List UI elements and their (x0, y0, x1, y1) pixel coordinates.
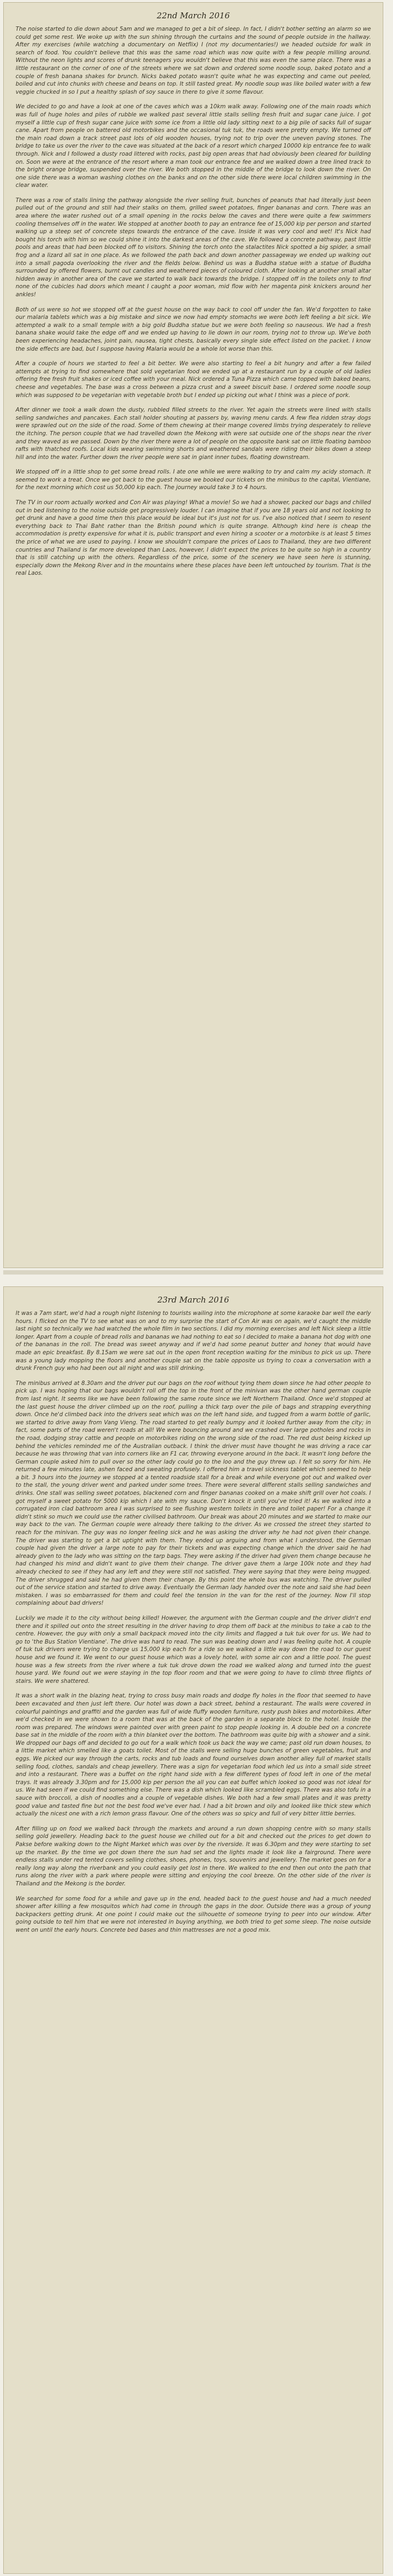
entry-paragraph: After a couple of hours we started to feel a bit better. We were also starting to feel a bit hungry and after a few failed attempts at trying to find somewhere that sold vegetarian food we ended up at a restaurant run by a couple of old ladies offering free fresh fruit shakes or iced coffee with your meal. Nick ordered a Tuna Pizza which came topped with baked beans, cheese and vegetables. The base was a cross between a pizza crust and a sweet biscuit base. I ordered some noodle soup which was supposed to be vegetarian with vegetable broth but I ended up picking out what I think was a piece of pork. (16, 360, 371, 399)
entry-paragraph: After filling up on food we walked back through the markets and around a run down shopping centre with so many stalls selling gold jewellery. Heading back to the guest house we chilled out for a bit and checked out the prices to get down to Pakse before walking down to the Night Market which was over by the riverside. It was 6.30pm and they were starting to set up the market. By the time we got down there the sun had set and the lights made it look like a fairground. There were endless stalls under red tented covers selling clothes, shoes, phones, toys, souvenirs and jewellery. The market goes on for a really long way along the riverbank and you could easily get lost in there. We walked to the end then out onto the path that runs along the river with a park where people were sitting and enjoying the cool breeze. On the other side of the river is Thailand and the Mekong is the border. (16, 1825, 371, 1887)
entry-paragraph: We decided to go and have a look at one of the caves which was a 10km walk away. Following one of the main roads which was full of huge holes and piles of rubble we walked past several little stalls selling fresh fruit and sugar cane juice. I got myself a little cup of fresh sugar cane juice with some ice from a little old lady sitting next to a big pile of sacks full of sugar cane. Apart from people on battered old motorbikes and the occasional tuk tuk, the roads were pretty empty. We turned off the main road down a track street past lots of old wooden houses, trying not to trip over the uneven paving stones. The bridge to take us over the river to the cave was situated at the back of a resort which charged 10000 kip entrance fee to walk through. Nick and I followed a dusty road littered with rocks, past big open areas that had obviously been cleared for building on. Soon we were at the entrance of the resort where a man took our entrance fee and we walked down a tree lined track to the bright orange bridge, suspended over the river. We both stopped in the middle of the bridge to look down the river. On one side there was a woman washing clothes on the banks and on the other side there were local children swimming in the clear water. (16, 103, 371, 189)
entry-paragraph: After dinner we took a walk down the dusty, rubbled filled streets to the river. Yet again the streets were lined with stalls selling sandwiches and pancakes. Each stall holder shouting at passers by, waving menu cards. A few flea ridden stray dogs were sprawled out on the side of the road. Some of them chewing at their mange covered limbs trying desperately to relieve the itching. The person couple that we had travelled down the Mekong with were sat outside one of the shops near the river and they waved as we passed. Down by the river there were a lot of people on the opposite bank sat on little floating bamboo rafts with thatched roofs. Local kids wearing swimming shorts and weathered sandals were riding their bikes down a steep hill and into the water. Further down the river people were sat in giant inner tubes, floating downstream. (16, 407, 371, 461)
entry-paragraph: We searched for some food for a while and gave up in the end, headed back to the guest house and had a much needed shower after killing a few mosquitos which had come in through the gaps in the door. Outside there was a group of young backpackers getting drunk. At one point I could make out the silhouette of someone trying to peer into our window. After going outside to tell him that we were not interested in buying anything, we both tried to get some sleep. The noise outside went on until the early hours. Concrete bed bases and thin mattresses are not a good mix. (16, 1895, 371, 1933)
entry-paragraph: Both of us were so hot we stopped off at the guest house on the way back to cool off under the fan. We'd forgotten to take our malaria tablets which was a big mistake and since we now had empty stomachs we were both left feeling a bit sick. We attempted a walk to a small temple with a big gold Buddha statue but we were both feeling so nauseous. We had a fresh banana shake would take the edge off and we ended up having to lie down in our room, trying not to throw up. We've both been experiencing headaches, joint pain, nausea, tight chests, basically every single side effect listed on the packet. I know the side effects are bad, but I suppose having Malaria would be a whole lot worse than this. (16, 306, 371, 352)
entry-paragraph: It was a short walk in the blazing heat, trying to cross busy main roads and dodge fly holes in the floor that seemed to have been excavated and then just left there. Our hotel was down a back street, behind a restaurant. The walls were covered in colourful paintings and graffiti and the garden was full of wide fluffy wooden furniture, rusty push bikes and motorbikes. After we'd checked in we were shown to a room that was at the back of the garden in a separate block to the hotel. Inside the room was prepared. The windows were painted over with green paint to stop people looking in. A double bed on a concrete base sat in the middle of the room with a thin blanket over the bottom. The bathroom was quite big with a shower and a sink. We dropped our bags off and decided to go out for a walk which took us back the way we came; past old run down houses, to a little market which smelled like a goats toilet. Most of the stalls were selling huge bunches of green vegetables, fruit and eggs. We picked our way through the carts, rocks and tub loads and found ourselves down another alley full of market stalls selling food, clothes, sandals and cheap jewellery. There was a sign for vegetarian food which led us into a small side street and into a restaurant. There was a buffet on the right hand side with a few different types of food left in one of the metal trays. It was already 3.30pm and for 15,000 kip per person the all you can eat buffet which looked so good was not ideal for us. We had seen if we could find something else. There was a dish which looked like scrambled eggs. There was also tofu in a sauce with broccoli, a dish of noodles and a couple of vegetable dishes. We both had a few small plates and it was pretty good value and tasted fine but not the best food we've ever had. I had a bit brown and oily and looked like thick stew which actually the nicest one with a rich lemon grass flavour. One of the others was so spicy and full of very bitter little berries. (16, 1693, 371, 1818)
entry-body (16, 1310, 371, 1934)
entry-paragraph: Luckily we made it to the city without being killed! However, the argument with the German couple and the driver didn't end there and it spilled out onto the street resulting in the driver having to drop them off back at the minibus to take a cab to the centre. However, the guy with only a small backpack moved into the city limits and flagged a tuk tuk over for us. We had to go to 'the Bus Station Vientiane'. The drive was hard to read. The sun was beating down and I was feeling quite hot. A couple of tuk tuk drivers were trying to charge us 15,000 kip each for a ride so we walked a little way down the road to our guest house and we found it. We went to our guest house which was a lovely hotel, with some air con and a little pool. The guest house was a few streets from the river where a tuk tuk drove down the road we walked along and turned into the guest house yard. We found out we were staying in the top floor room and that we were going to have to climb three flights of stairs. We were shattered. (16, 1614, 371, 1684)
entry-paragraph: We stopped off in a little shop to get some bread rolls. I ate one while we were walking to try and calm my acidy stomach. It seemed to work a treat. Once we got back to the guest house we booked our tickets on the minibus to the capital, Vientiane, for the next morning which cost us 50,000 kip each. The journey would take 3 to 4 hours. (16, 469, 371, 491)
entry-paragraph: The TV in our room actually worked and Con Air was playing! What a movie! So we had a shower, packed our bags and chilled out in bed listening to the noise outside get progressively louder. I can imagine that if you are 18 years old and not looking to get drunk and have a good time then this place would be ideal but it's just not for us. I've also noticed that I seem to resent everything back to Thai Baht rather than the British pound which is quite strange. Although kind here is cheap the accommodation is pretty expensive for what it is, public transport and even hiring a scooter or a motorbike is at least 5 times the price of what we are used to paying. I know we shouldn't compare the prices of Laos to Thailand, they are two different countries and Thailand is far more developed than Laos, however, I didn't expect the prices to be quite so high in a country that is still catching up with the others. Regardless of the price, some of the scenery we have seen here is stunning, especially down the Mekong River and in the mountains where these places have been left untouched by tourism. That is the real Laos. (16, 499, 371, 577)
journal-entry (3, 1286, 383, 2574)
journal-entry (3, 2, 383, 1268)
entry-date-title: 23rd March 2016 (157, 1295, 230, 1305)
entry-paragraph: The noise started to die down about 5am and we managed to get a bit of sleep. In fact, I didn't bother setting an alarm so we could get some rest. We woke up with the sun shining through the curtains and the sound of people outside in the hallway. After my exercises (while watching a documentary on Netflix) I (not my documentaries!) we headed outside for walk in search of food. You couldn't believe that this was the same road which was now quite with a few people milling around. Without the neon lights and scores of drunk teenagers you wouldn't believe that this was even the same place. There was a little restaurant on the corner of one of the streets where we sat down and ordered some noodle soup, baked potato and a couple of fresh banana shakes for brunch. Nicks baked potato wasn't quite what he was expecting and came out peeled, boiled and cut into chunks with cheese and beans on top. It still tasted great. My noodle soup was like boiled water with a few veggie chucked in so I put a healthy splash of soy sauce in there to give it some flavour. (16, 26, 371, 95)
sheet-divider (3, 1270, 383, 1275)
entry-paragraph: There was a row of stalls lining the pathway alongside the river selling fruit, bunches of peanuts that had literally just been pulled out of the ground and still had their stalks on them, grilled sweet potatoes, finger bananas and corn. There was an area where the water rushed out of a small opening in the rocks below the caves and there were quite a few swimmers cooling themselves off in the water. We stopped at another booth to pay an entrance fee of 15,000 kip per person and started walking up a steep set of concrete steps towards the entrance of the cave. Inside it was very cool and wet! It's Nick had bought his torch with him so we could shine it into the darkest areas of the cave. We followed a concrete pathway, past little pools and areas that had been blocked off to visitors. Shining the torch onto the stalactites Nick spotted a big spider, a small frog and a lizard all sat in one place. As we followed the path back and down another passageway we ended up walking out into a small pagoda overlooking the river and the fields below. Behind us was a Buddha statue with a statue of Buddha surrounded by offered flowers, burnt out candles and weathered pieces of coloured cloth. After looking at another small altar hidden away in another area of the cave we started to walk back towards the bridge. I stopped off in the toilets only to find none of the cubicles had doors which meant I caught a poor woman, mid flow with her magenta pink knickers around her ankles! (16, 197, 371, 298)
entry-paragraph: The minibus arrived at 8.30am and the driver put our bags on the roof without tying them down since he had other people to pick up. I was hoping that our bags wouldn't roll off the top in the front of the minivan was the other hand german couple from last night. It seems like we have been following the same route since we left Northern Thailand. Once we'd stopped at the last guest house the driver climbed up on the roof, pulling a thick tarp over the pile of bags and strapping everything down. Once he'd climbed back into the drivers seat which was on the left hand side, and tugged from a warm bottle of garlic, we started to drive away from Vang Vieng. The road started to get really bumpy and it looked further away from the city; in fact, some parts of the road weren't roads at all! We were bouncing around and we crashed over large potholes and rocks in the road, dodging stray cattle and people on motorbikes riding on the wrong side of the road. The red dust being kicked up behind the vehicles reminded me of the Australian outback. I think the driver must have thought he was driving a race car because he was throwing that van into corners like an F1 car, throwing everyone around in the back. It wasn't long before the German couple asked him to pull over so the other lady could go to the loo and the guy threw up. I felt so sorry for him. He returned a few minutes late, ashen faced and sweating profusely. I offered him a travel sickness tablet which seemed to help a bit. 3 hours into the journey we stopped at a tented roadside stall for a break and while everyone got out and walked over to the stall, the young driver went and parked under some trees. There were several different stalls selling sandwiches and drinks. One stall was selling sweet potatoes, blackened corn and finger bananas cooked on a make shift grill over hot coals. I got myself a sweet potato for 5000 kip which I ate with my sauce. Don't knock it until you've tried it! As we walked into a corrugated iron clad bathroom area I was surprised to see flushing western toilets in there and toilet paper! For a change it didn't stink so much we could use the rather civilised bathroom. Our break was about 20 minutes and we started to make our way back to the van. The German couple were already there talking to the driver. As we crossed the street they started to reach for the minivan. The guy was no longer feeling sick and he was asking the driver why he had not given their change. The driver was starting to get a bit uptight with them. They ended up arguing and from what I understood, the German couple had given the driver a large note to pay for their tickets and was expecting change which the driver said he had already given to the lady who was sitting on the tarp bags. They were asking if the driver had given them change because he had changed his mind and didn't want to give them their change. The driver gave them a large 100k note and they had already checked to see if they had any left and they were still not satisfied. They were saying that they were being mugged. The driver shrugged and said he had given them their change. By this point the whole bus was watching. The driver pulled out of the service station and started to drive away. Eventually the German lady handed over the note and said she had been mistaken. I was so embarrassed for them and could feel the tension in the van for the rest of the journey. Now I'll stop complaining about bad drivers! (16, 1380, 371, 1607)
entry-body (16, 25, 371, 577)
entry-date-title: 22nd March 2016 (156, 11, 230, 20)
entry-paragraph: It was a 7am start, we'd had a rough night listening to tourists wailing into the microphone at some karaoke bar well the early hours. I flicked on the TV to see what was on and to my surprise the start of Con Air was on again, we'd caught the middle last night so technically we had watched the whole film in two sections. I did my morning exercises and left Nick sleep a little longer. Apart from a couple of bread rolls and bananas we had nothing to eat so I decided to make a banana hot dog with one of the bananas in the roll. The bread was sweet anyway and if we'd had some peanut butter and honey that would have made an epic breakfast. By 8.15am we were sat out in the open front reception waiting for the minibus to pick us up. There was a young lady mopping the floors and another couple sat on the table opposite us trying to coax a conversation with a drunk French guy who had been out all night and was still drinking. (16, 1310, 371, 1372)
